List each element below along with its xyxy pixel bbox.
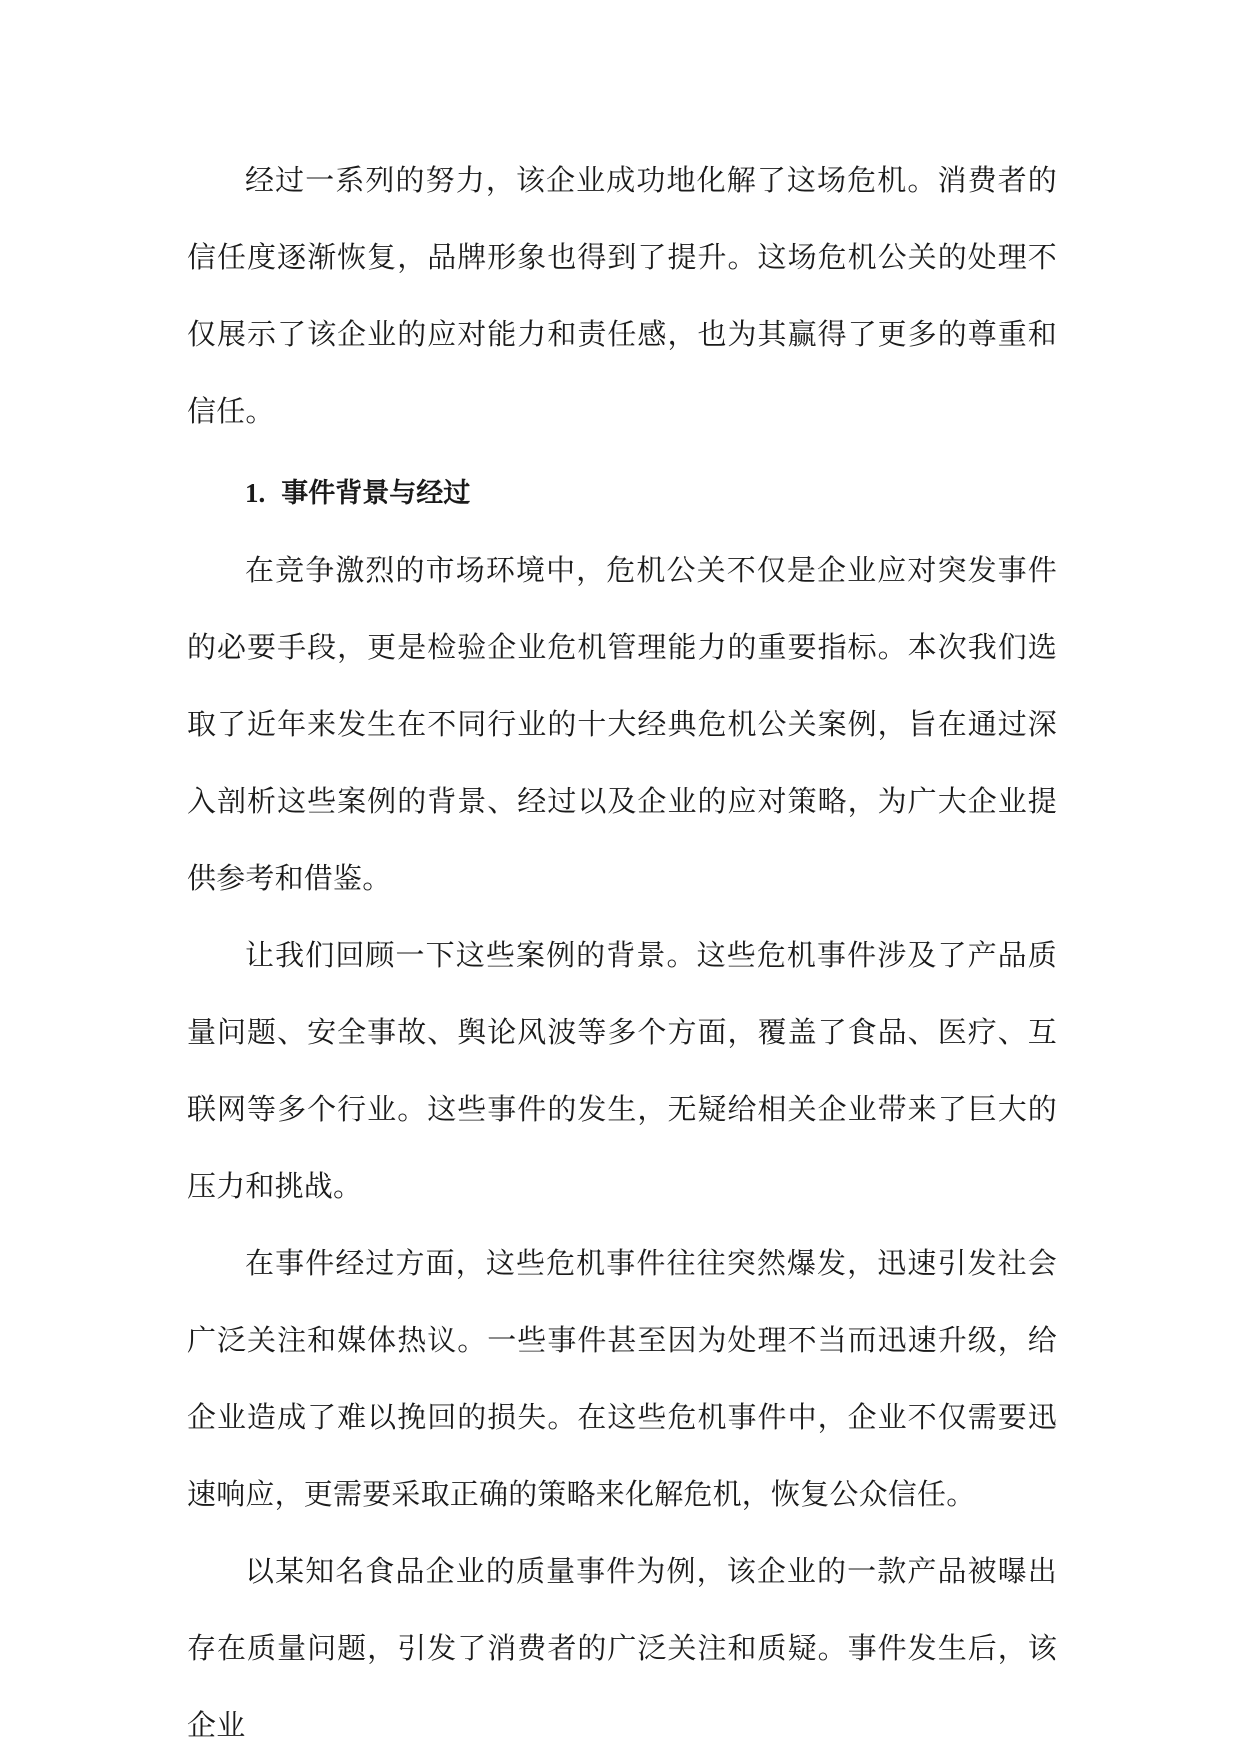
section-heading xyxy=(187,455,1057,532)
paragraph-intro: 在竞争激烈的市场环境中，危机公关不仅是企业应对突发事件的必要手段，更是检验企业危机管理能力的重要指标。本次我们选取了近年来发生在不同行业的十大经典危机公关案例，旨在通过深入剖析这些案例的背景、经过以及企业的应对策略，为广大企业提供参考和借鉴。 xyxy=(187,553,1057,895)
document-body xyxy=(187,142,1057,1764)
paragraph-event-process: 在事件经过方面，这些危机事件往往突然爆发，迅速引发社会广泛关注和媒体热议。一些事件甚至因为处理不当而迅速升级，给企业造成了难以挽回的损失。在这些危机事件中，企业不仅需要迅速响应，更需要采取正确的策略来化解危机，恢复公众信任。 xyxy=(187,1246,1057,1511)
section-title: 事件背景与经过 xyxy=(281,478,471,509)
section-number: 1. xyxy=(245,478,266,508)
paragraph-example: 以某知名食品企业的质量事件为例，该企业的一款产品被曝出存在质量问题，引发了消费者的广泛关注和质疑。事件发生后，该企业 xyxy=(187,1554,1057,1742)
paragraph-crisis-resolved: 经过一系列的努力，该企业成功地化解了这场危机。消费者的信任度逐渐恢复，品牌形象也得到了提升。这场危机公关的处理不仅展示了该企业的应对能力和责任感，也为其赢得了更多的尊重和信任。 xyxy=(187,163,1057,428)
paragraph-background: 让我们回顾一下这些案例的背景。这些危机事件涉及了产品质量问题、安全事故、舆论风波等多个方面，覆盖了食品、医疗、互联网等多个行业。这些事件的发生，无疑给相关企业带来了巨大的压力和挑战。 xyxy=(187,938,1057,1203)
